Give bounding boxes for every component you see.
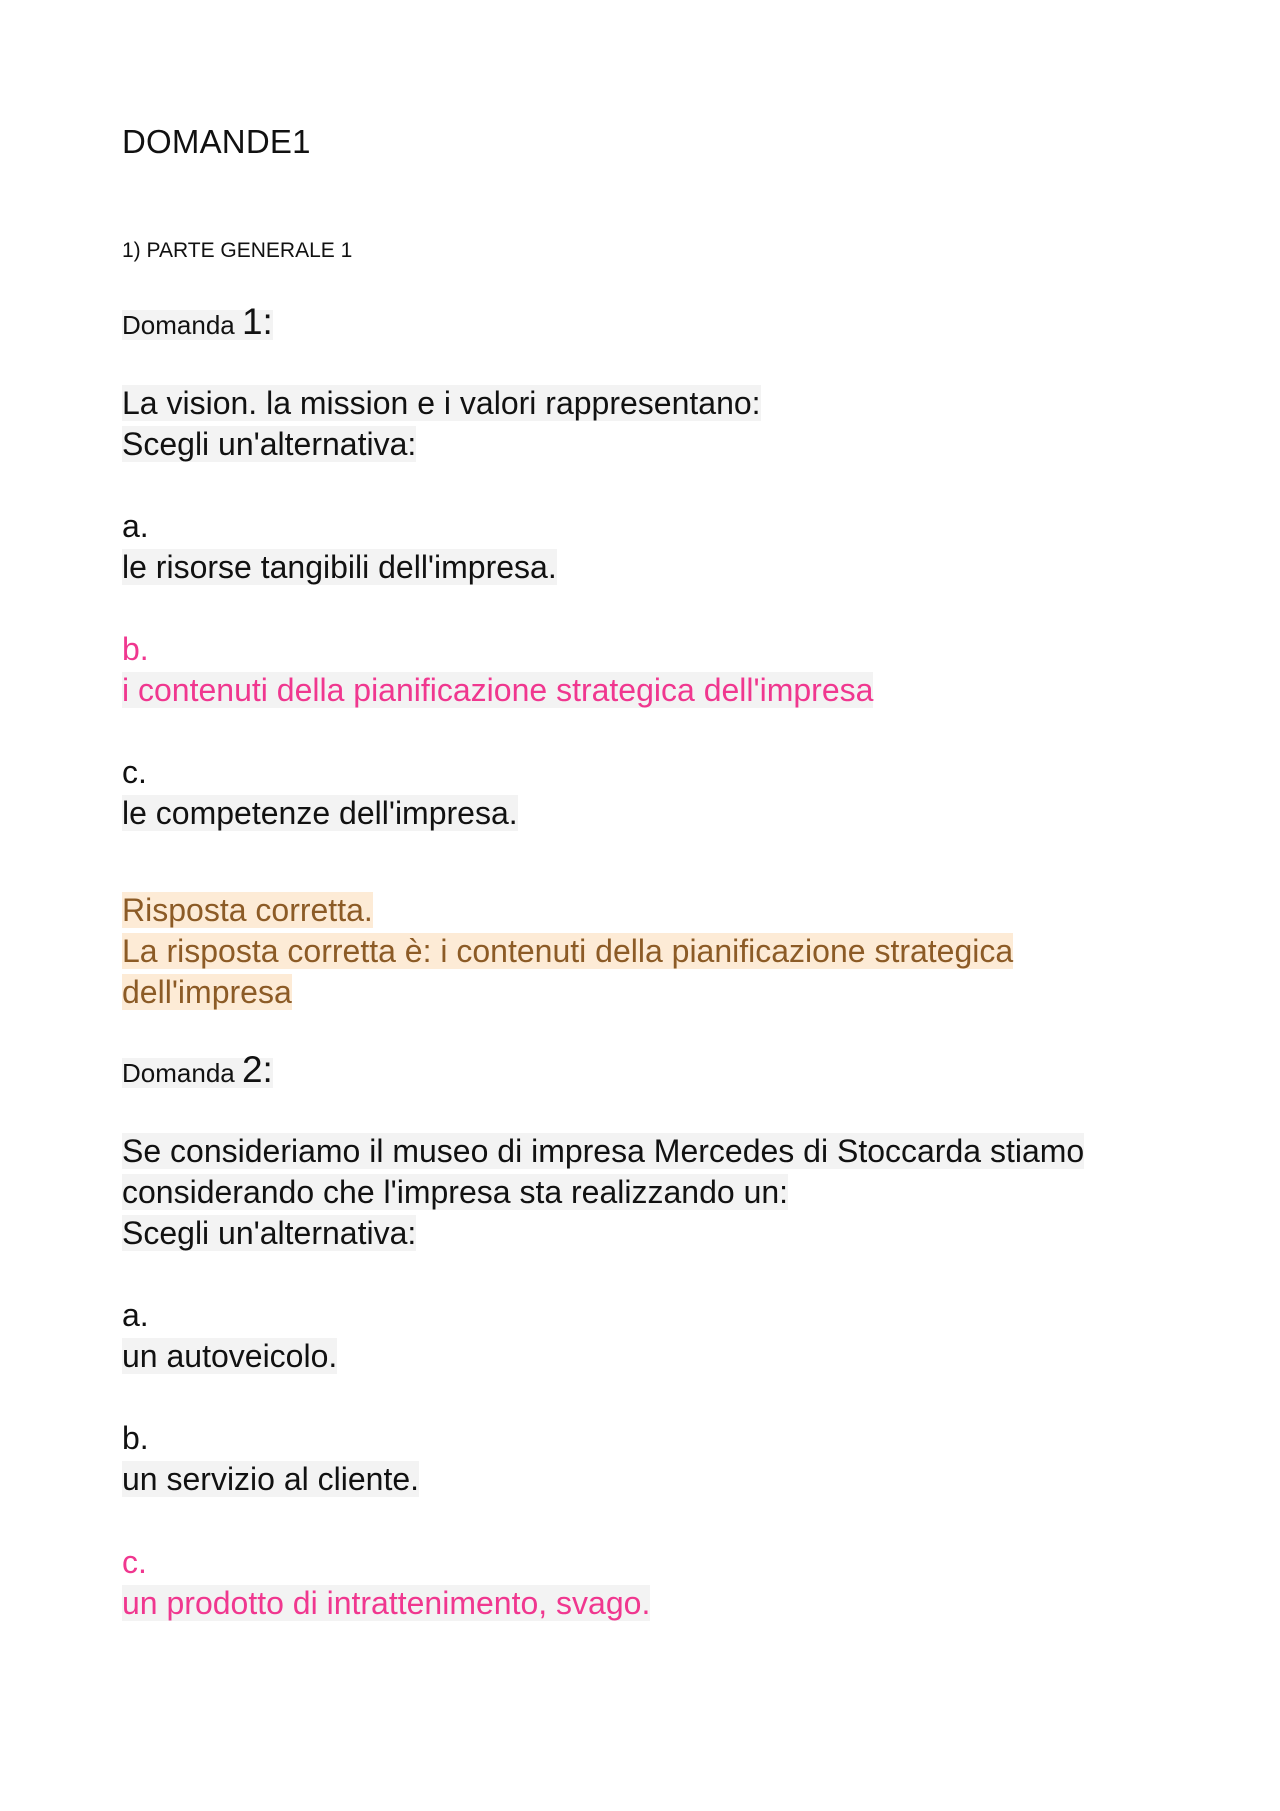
option-text: un autoveicolo. [122,1338,338,1374]
option-text: le risorse tangibili dell'impresa. [122,549,557,585]
question-1-body [122,383,761,465]
question-1-option-c[interactable] [122,752,518,834]
question-2-text-line1: Se consideriamo il museo di impresa Mercedes di Stoccarda stiamo [122,1133,1085,1169]
option-text: le competenze dell'impresa. [122,795,518,831]
question-label-text: Domanda [122,1058,242,1088]
feedback-answer-line2: dell'impresa [122,974,292,1010]
option-letter: c. [122,1544,147,1580]
option-text: un servizio al cliente. [122,1461,420,1497]
question-1-option-b-selected[interactable] [122,629,873,711]
question-2-option-c-selected[interactable] [122,1542,650,1624]
option-letter: b. [122,631,149,667]
document-title: DOMANDE1 [122,123,311,160]
question-number: 2 [241,1049,263,1090]
option-letter: a. [122,508,149,544]
option-text: un prodotto di intrattenimento, svago. [122,1585,651,1621]
question-suffix: : [262,1049,273,1090]
question-2-text-line2: considerando che l'impresa sta realizzando un: [122,1174,789,1210]
question-label-text: Domanda [122,310,242,340]
question-1-prompt: Scegli un'alternativa: [122,426,417,462]
question-2-option-a[interactable] [122,1295,337,1377]
question-2-prompt: Scegli un'alternativa: [122,1215,417,1251]
question-suffix: : [262,301,273,342]
question-1-option-a[interactable] [122,506,557,588]
question-2-body [122,1131,1084,1254]
question-1-label [122,302,273,345]
feedback-answer-line1: La risposta corretta è: i contenuti della pianificazione strategica [122,933,1014,969]
section-title: 1) PARTE GENERALE 1 [122,239,353,262]
option-letter: a. [122,1297,149,1333]
option-text: i contenuti della pianificazione strategica dell'impresa [122,672,874,708]
option-letter: c. [122,754,147,790]
question-1-text: La vision. la mission e i valori rappresentano: [122,385,761,421]
question-2-label [122,1050,273,1093]
question-1-feedback [122,890,1013,1013]
question-2-option-b[interactable] [122,1418,419,1500]
option-letter: b. [122,1420,149,1456]
question-number: 1 [241,301,263,342]
feedback-status: Risposta corretta. [122,892,373,928]
